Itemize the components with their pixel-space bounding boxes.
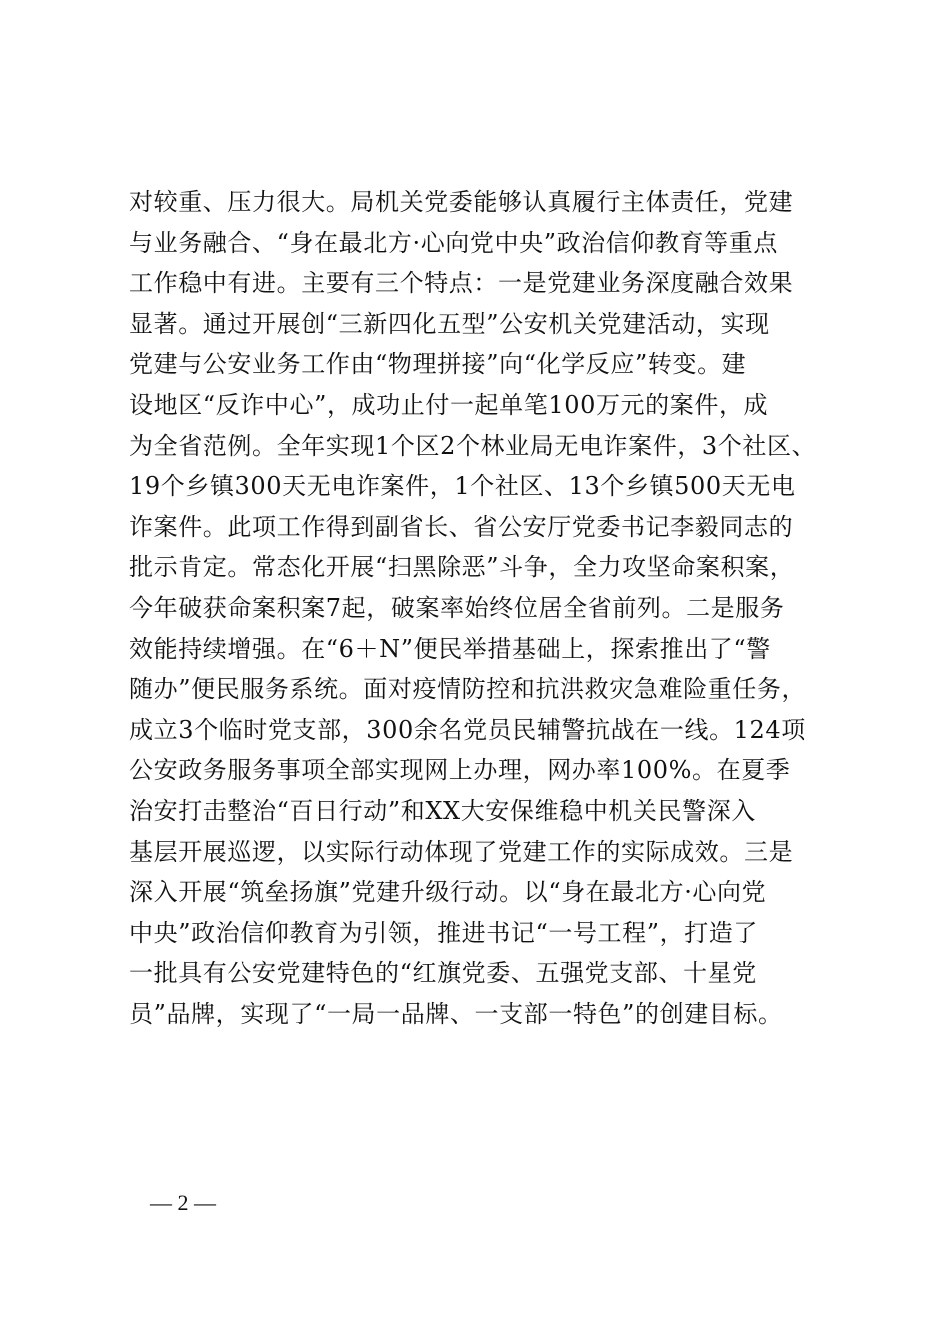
- text-line: 为全省范例。全年实现1个区2个林业局无电诈案件，3个社区、: [129, 431, 817, 460]
- text-line: 今年破获命案积案7起，破案率始终位居全省前列。二是服务: [129, 593, 785, 622]
- text-line: 工作稳中有进。主要有三个特点：一是党建业务深度融合效果: [129, 269, 794, 298]
- body-paragraph: [129, 182, 889, 1034]
- text-line: 显著。通过开展创“三新四化五型”公安机关党建活动，实现: [129, 309, 770, 338]
- text-line: 对较重、压力很大。局机关党委能够认真履行主体责任，党建: [129, 188, 794, 216]
- text-line: 深入开展“筑垒扬旗”党建升级行动。以“身在最北方·心向党: [129, 878, 767, 907]
- text-line: 与业务融合、“身在最北方·心向党中央”政治信仰教育等重点: [129, 228, 778, 257]
- text-line: 中央”政治信仰教育为引领，推进书记“一号工程”，打造了: [129, 918, 759, 947]
- text-line: 成立3个临时党支部，300余名党员民辅警抗战在一线。124项: [129, 715, 806, 744]
- page-number: — 2 —: [150, 1190, 216, 1215]
- text-line: 效能持续增强。在“6＋N”便民举措基础上，探索推出了“警: [129, 634, 771, 663]
- text-line: 设地区“反诈中心”，成功止付一起单笔100万元的案件，成: [129, 390, 769, 419]
- text-line: 随办”便民服务系统。面对疫情防控和抗洪救灾急难险重任务，: [129, 675, 807, 704]
- text-line: 19个乡镇300天无电诈案件，1个社区、13个乡镇500天无电: [129, 472, 796, 501]
- text-line: 诈案件。此项工作得到副省长、省公安厅党委书记李毅同志的: [129, 512, 794, 541]
- text-line: 公安政务服务事项全部实现网上办理，网办率100%。在夏季: [129, 756, 791, 785]
- text-line: 党建与公安业务工作由“物理拼接”向“化学反应”转变。建: [129, 350, 747, 379]
- text-line: 批示肯定。常态化开展“扫黑除恶”斗争，全力攻坚命案积案，: [129, 553, 795, 582]
- text-line: 基层开展巡逻，以实际行动体现了党建工作的实际成效。三是: [129, 837, 794, 866]
- text-line: 治安打击整治“百日行动”和XX大安保维稳中机关民警深入: [129, 796, 756, 825]
- text-line: 一批具有公安党建特色的“红旗党委、五强党支部、十星党: [129, 959, 757, 988]
- text-line: 员”品牌，实现了“一局一品牌、一支部一特色”的创建目标。: [129, 999, 783, 1028]
